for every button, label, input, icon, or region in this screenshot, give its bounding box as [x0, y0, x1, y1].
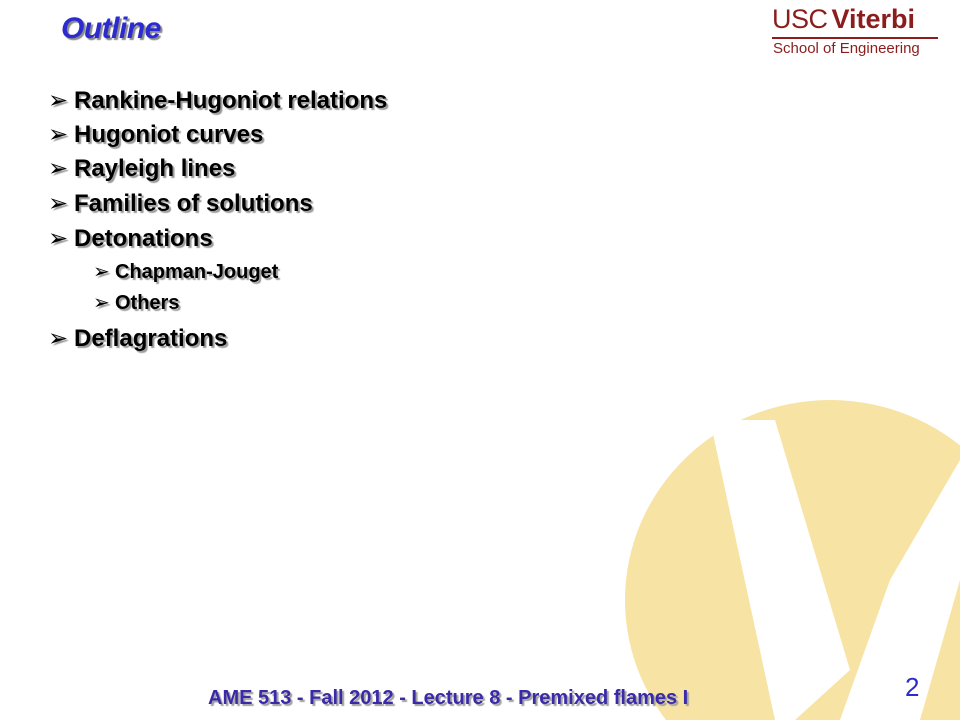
outline-item-label: Detonations	[74, 225, 213, 252]
outline-item	[48, 86, 387, 115]
arrow-bullet-icon: ➢	[93, 261, 110, 283]
arrow-bullet-icon: ➢	[93, 292, 110, 314]
slide-footer: AME 513 - Fall 2012 - Lecture 8 - Premixed flames I	[208, 687, 689, 709]
arrow-bullet-icon: ➢	[48, 325, 69, 352]
logo-usc: USC	[772, 4, 828, 34]
outline-item-label: Families of solutions	[74, 190, 313, 217]
page-number: 2	[905, 672, 920, 702]
outline-item-label: Deflagrations	[74, 325, 228, 352]
outline-item	[48, 324, 227, 353]
outline-item	[48, 189, 313, 218]
logo-viterbi: Viterbi	[831, 4, 916, 34]
arrow-bullet-icon: ➢	[48, 155, 69, 182]
arrow-bullet-icon: ➢	[48, 87, 69, 114]
outline-item	[48, 154, 235, 183]
outline-subitem	[93, 259, 278, 284]
arrow-bullet-icon: ➢	[48, 121, 69, 148]
arrow-bullet-icon: ➢	[48, 225, 69, 252]
outline-subitem	[93, 290, 179, 315]
outline-item-label: Rankine-Hugoniot relations	[74, 87, 388, 114]
outline-item	[48, 224, 213, 253]
slide-title: Outline	[61, 12, 161, 45]
outline-item-label: Rayleigh lines	[74, 155, 236, 182]
outline-item-label: Hugoniot curves	[74, 121, 264, 148]
viterbi-v-watermark	[600, 380, 960, 720]
outline-item-label: Chapman-Jouget	[115, 261, 279, 283]
logo-school: School of Engineering	[773, 40, 920, 57]
outline-item	[48, 120, 263, 149]
outline-item-label: Others	[115, 292, 180, 314]
arrow-bullet-icon: ➢	[48, 190, 69, 217]
